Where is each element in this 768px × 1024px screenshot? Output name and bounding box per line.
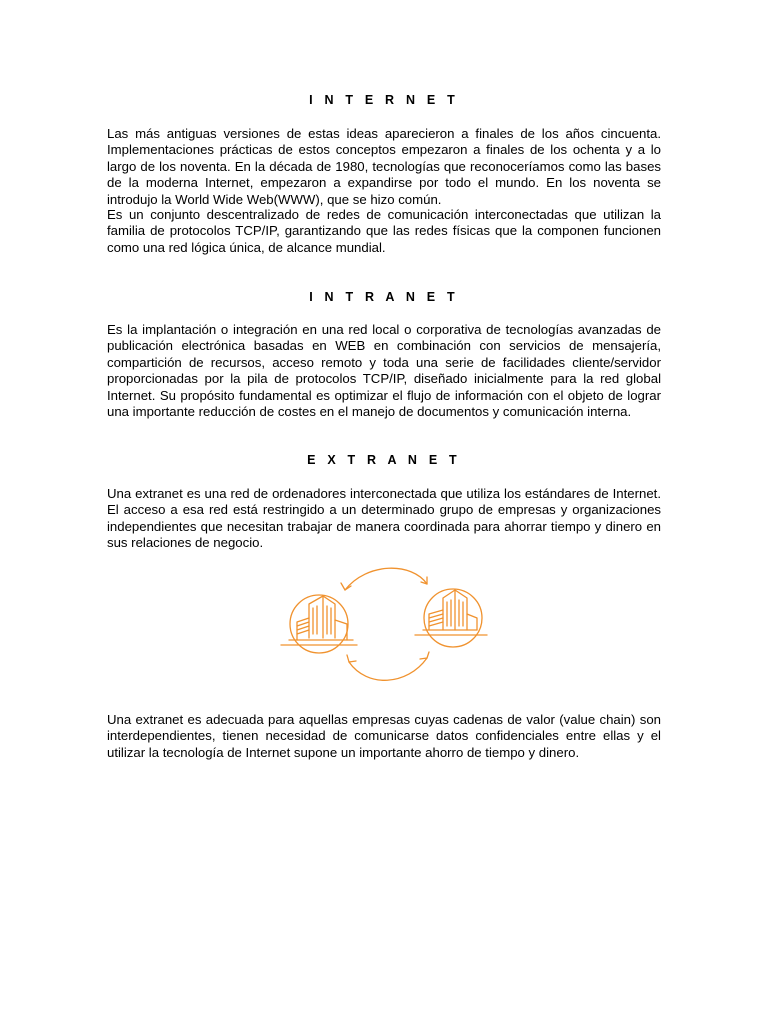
right-building-icon	[415, 589, 487, 647]
internet-paragraph-2: Es un conjunto descentralizado de redes de comunicación interconectadas que utilizan la familia de protocolos TCP/IP, garantizando que las redes físicas que la componen funcionen como una red lógica única, de alcance mundial.	[107, 207, 661, 255]
top-exchange-arrow-icon	[345, 568, 427, 590]
extranet-paragraph-1: Una extranet es una red de ordenadores interconectada que utiliza los estándares de Internet. El acceso a esa red está restringido a un determinado grupo de empresas y organizaciones independientes que necesitan trabajar de manera coordinada para ahorrar tiempo y dinero en sus relaciones de negocio.	[107, 486, 661, 551]
extranet-illustration	[277, 560, 497, 685]
extranet-heading: E X T R A N E T	[307, 453, 461, 467]
internet-paragraph-1: Las más antiguas versiones de estas ideas aparecieron a finales de los años cincuenta. Implementaciones prácticas de estos conceptos empezaron a finales de los ochenta y a lo largo de los noventa. En la década de 1980, tecnologías que reconoceríamos como las bases de la moderna Internet, empezaron a expandirse por todo el mundo. En los noventa se introdujo la World Wide Web(WWW), que se hizo común.	[107, 126, 661, 207]
bottom-exchange-arrow-icon	[349, 658, 427, 680]
intranet-heading: I N T R A N E T	[309, 290, 459, 304]
extranet-paragraph-2: Una extranet es adecuada para aquellas empresas cuyas cadenas de valor (value chain) son interdependientes, tienen necesidad de comunicarse datos confidenciales entre ellas y el utilizar la tecnología de Internet supone un importante ahorro de tiempo y dinero.	[107, 712, 661, 760]
left-building-icon	[281, 595, 357, 653]
internet-heading: I N T E R N E T	[309, 93, 459, 107]
intranet-paragraph: Es la implantación o integración en una red local o corporativa de tecnologías avanzadas de publicación electrónica basadas en WEB en combinación con servicios de mensajería, compartición de recursos, acceso remoto y toda una serie de facilidades cliente/servidor proporcionadas por la pila de protocolos TCP/IP, diseñado inicialmente para la red global Internet. Su propósito fundamental es optimizar el flujo de información con el objeto de lograr una importante reducción de costes en el manejo de documentos y comunicación interna.	[107, 322, 661, 420]
